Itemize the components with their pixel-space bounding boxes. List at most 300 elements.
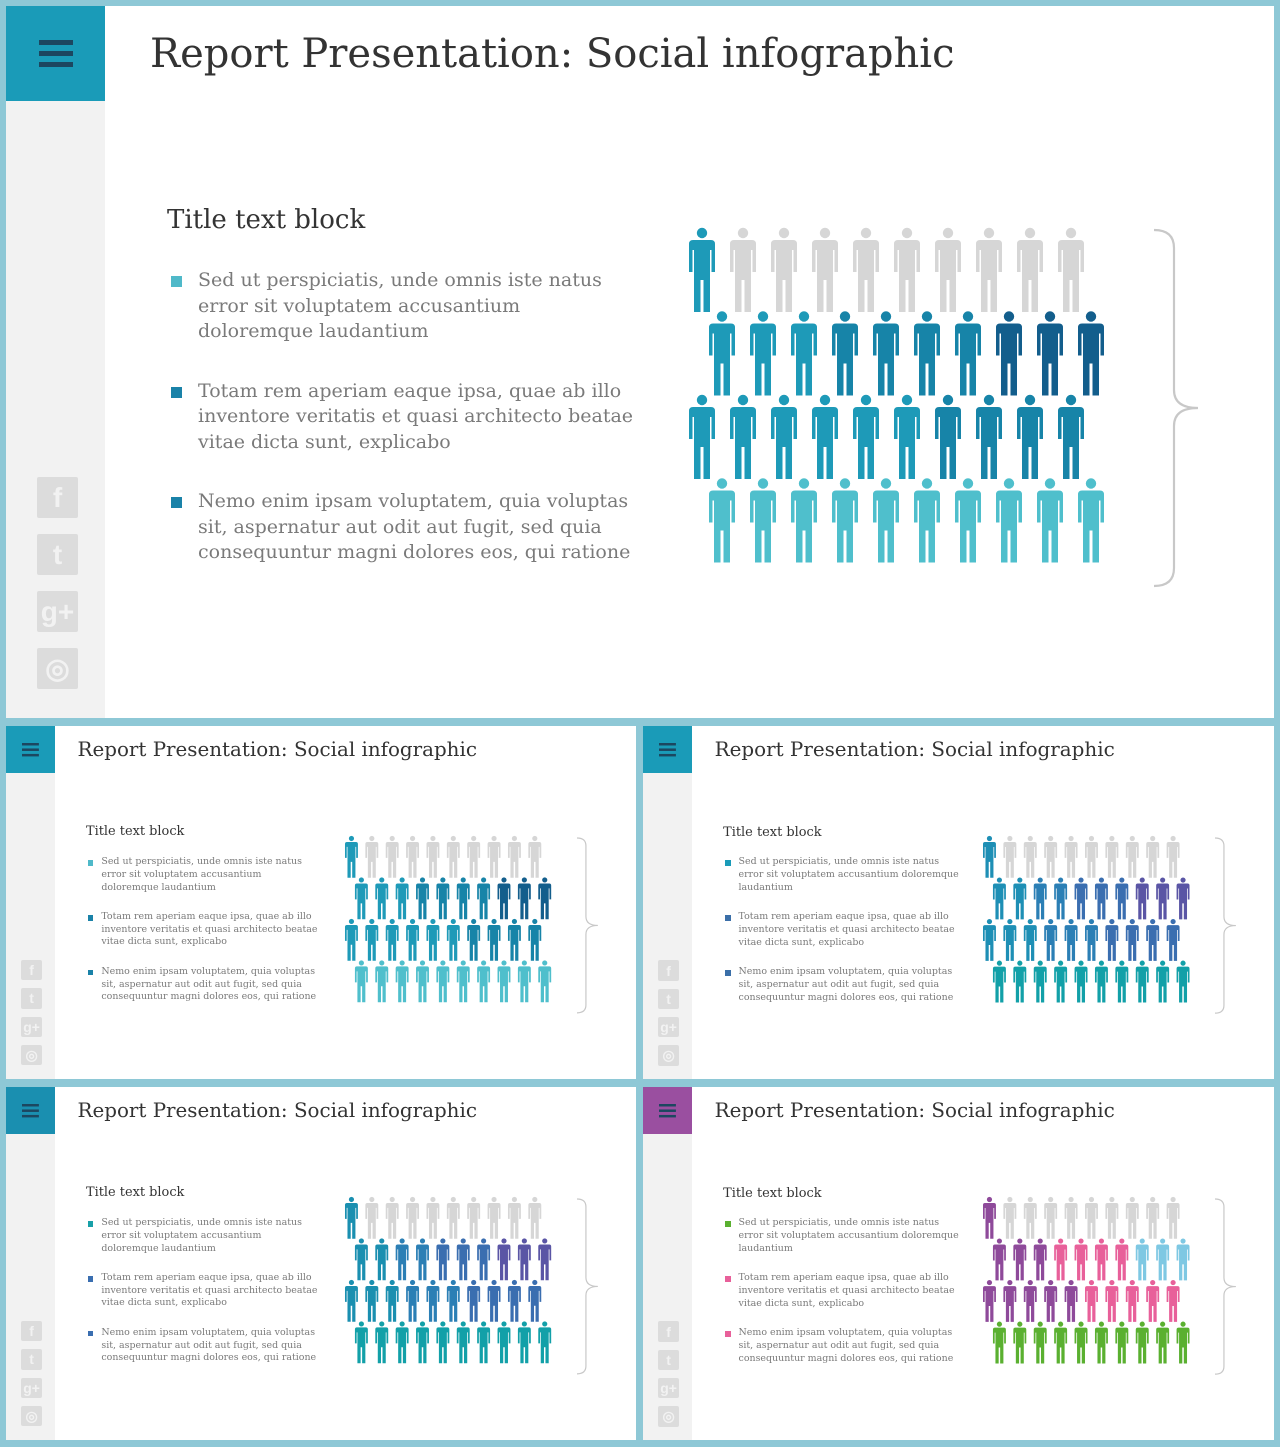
person-figure [1074, 1239, 1087, 1281]
person-figure [345, 1197, 358, 1239]
person-figure [468, 1280, 481, 1322]
person-figure [376, 878, 389, 920]
person-figure [1044, 1197, 1057, 1239]
bullet-item [725, 966, 959, 1004]
people-infographic [344, 836, 558, 1015]
person-figure [935, 228, 961, 312]
curly-brace [1213, 836, 1238, 1015]
person-figure [386, 1280, 399, 1322]
person-figure [1146, 836, 1159, 878]
person-figure [771, 228, 797, 312]
social-icons [658, 960, 678, 1065]
social-icons [21, 1321, 41, 1426]
person-figure [437, 878, 450, 920]
person-figure [396, 1322, 409, 1364]
person-figure [477, 1322, 490, 1364]
person-figure [1013, 1322, 1026, 1364]
person-figure [1013, 1239, 1026, 1281]
instagram-icon[interactable]: ◎ [21, 1406, 41, 1426]
person-figure [447, 1280, 460, 1322]
person-figure [386, 919, 399, 961]
person-figure [1034, 878, 1047, 920]
person-figure [447, 1197, 460, 1239]
person-figure [853, 228, 879, 312]
bullet-square-icon [171, 497, 182, 508]
person-figure [437, 1239, 450, 1281]
google-plus-icon[interactable]: g+ [658, 1017, 678, 1037]
bullet-square-icon [725, 860, 730, 865]
person-figure [508, 1197, 521, 1239]
person-figure [518, 1322, 531, 1364]
person-figure [1146, 919, 1159, 961]
bullet-text: Totam rem aperiam eaque ipsa, quae ab illo inventore veritatis et quasi architecto beatae vitae dicta sunt, explicabo [101, 911, 318, 948]
person-figure [1024, 836, 1037, 878]
person-figure [457, 1322, 470, 1364]
person-figure [1176, 1322, 1189, 1364]
person-figure [976, 228, 1002, 312]
bullet-item [725, 911, 959, 949]
bullet-item [725, 1217, 959, 1255]
google-plus-icon[interactable]: g+ [37, 591, 78, 632]
person-figure [508, 919, 521, 961]
bullet-item [171, 379, 641, 456]
person-figure [1064, 1197, 1077, 1239]
person-figure [1085, 1197, 1098, 1239]
person-figure [457, 878, 470, 920]
person-figure [1085, 1280, 1098, 1322]
person-figure [993, 1239, 1006, 1281]
person-figure [1115, 1322, 1128, 1364]
person-figure [1017, 395, 1043, 479]
person-figure [873, 311, 899, 395]
person-figure [386, 1197, 399, 1239]
person-figure [983, 1197, 996, 1239]
person-figure [1034, 961, 1047, 1003]
people-infographic [344, 1197, 558, 1376]
bullet-text: Nemo enim ipsam voluptatem, quia voluptas sit, aspernatur aut odit aut fugit, sed quia consequuntur magni dolores eos, qui ratione [738, 966, 954, 1003]
bullet-square-icon [171, 387, 182, 398]
person-figure [539, 961, 552, 1003]
facebook-icon[interactable]: f [658, 960, 678, 980]
person-figure [416, 1239, 429, 1281]
bullet-item [171, 268, 641, 345]
hamburger-menu-icon [22, 743, 39, 757]
person-figure [406, 1280, 419, 1322]
bullet-list [88, 856, 322, 1021]
person-figure [1115, 961, 1128, 1003]
person-figure [498, 1322, 511, 1364]
curly-brace [575, 836, 600, 1015]
person-figure [983, 1280, 996, 1322]
person-figure [427, 919, 440, 961]
bullet-list [171, 268, 641, 600]
person-figure [1085, 836, 1098, 878]
bullet-item [725, 856, 959, 894]
people-infographic [982, 836, 1196, 1015]
person-figure [993, 1322, 1006, 1364]
person-figure [1003, 1197, 1016, 1239]
person-figure [1176, 1239, 1189, 1281]
facebook-icon[interactable]: f [21, 960, 41, 980]
person-figure [1003, 1280, 1016, 1322]
bullet-square-icon [725, 970, 730, 975]
bullet-text: Nemo enim ipsam voluptatem, quia voluptas sit, aspernatur aut odit aut fugit, sed quia consequuntur magni dolores eos, qui ratione [198, 490, 631, 563]
person-figure [1003, 836, 1016, 878]
bullet-item [88, 911, 322, 949]
person-figure [983, 919, 996, 961]
person-figure [1166, 1280, 1179, 1322]
person-figure [477, 1239, 490, 1281]
person-figure [1136, 961, 1149, 1003]
person-figure [832, 478, 858, 562]
bullet-square-icon [725, 915, 730, 920]
person-figure [812, 395, 838, 479]
menu-button[interactable] [6, 726, 55, 773]
hamburger-menu-icon [659, 1104, 676, 1118]
person-figure [345, 836, 358, 878]
bullet-list [88, 1217, 322, 1382]
person-figure [508, 836, 521, 878]
instagram-icon[interactable]: ◎ [37, 648, 78, 689]
bullet-text: Totam rem aperiam eaque ipsa, quae ab illo inventore veritatis et quasi architecto beatae vitae dicta sunt, explicabo [101, 1272, 318, 1309]
hamburger-menu-icon [659, 743, 676, 757]
person-figure [539, 878, 552, 920]
person-figure [1044, 836, 1057, 878]
twitter-icon[interactable]: t [658, 1350, 678, 1370]
person-figure [529, 919, 542, 961]
person-figure [427, 1280, 440, 1322]
person-figure [791, 478, 817, 562]
person-figure [1105, 836, 1118, 878]
curly-brace [1152, 228, 1202, 588]
person-figure [427, 1197, 440, 1239]
bullet-square-icon [88, 1276, 93, 1281]
person-figure [366, 919, 379, 961]
person-figure [1126, 1197, 1139, 1239]
instagram-icon[interactable]: ◎ [658, 1045, 678, 1065]
person-figure [1054, 1322, 1067, 1364]
person-figure [771, 395, 797, 479]
person-figure [1166, 919, 1179, 961]
bullet-text: Totam rem aperiam eaque ipsa, quae ab illo inventore veritatis et quasi architecto beatae vitae dicta sunt, explicabo [738, 1272, 955, 1309]
person-figure [1085, 919, 1098, 961]
person-figure [1054, 878, 1067, 920]
person-figure [376, 961, 389, 1003]
person-figure [1146, 1197, 1159, 1239]
person-figure [386, 836, 399, 878]
person-figure [396, 961, 409, 1003]
person-figure [1136, 1239, 1149, 1281]
person-figure [447, 919, 460, 961]
person-figure [355, 878, 368, 920]
person-figure [914, 311, 940, 395]
person-figure [488, 1197, 501, 1239]
person-figure [468, 1197, 481, 1239]
person-figure [1074, 961, 1087, 1003]
menu-button[interactable] [643, 1087, 692, 1134]
google-plus-icon[interactable]: g+ [658, 1378, 678, 1398]
bullet-list [725, 856, 959, 1021]
slide-title: Report Presentation: Social infographic [714, 1098, 1115, 1122]
person-figure [894, 228, 920, 312]
person-figure [1115, 878, 1128, 920]
person-figure [437, 961, 450, 1003]
person-figure [1126, 919, 1139, 961]
facebook-icon[interactable]: f [658, 1321, 678, 1341]
person-figure [477, 878, 490, 920]
person-figure [1037, 478, 1063, 562]
bullet-item [171, 489, 641, 566]
slide-title: Report Presentation: Social infographic [714, 737, 1115, 761]
person-figure [488, 1280, 501, 1322]
person-figure [355, 961, 368, 1003]
person-figure [730, 395, 756, 479]
social-icons [658, 1321, 678, 1426]
slide-thumbnail-3[interactable] [6, 1087, 636, 1440]
bullet-text: Sed ut perspiciatis, unde omnis iste natus error sit voluptatem accusantium doloremque laudantium [738, 1217, 959, 1254]
person-figure [498, 961, 511, 1003]
google-plus-icon[interactable]: g+ [21, 1017, 41, 1037]
person-figure [1003, 919, 1016, 961]
bullet-square-icon [88, 1331, 93, 1336]
block-title: Title text block [85, 824, 185, 840]
person-figure [406, 1197, 419, 1239]
bullet-square-icon [725, 1276, 730, 1281]
hamburger-menu-icon [39, 40, 73, 68]
slide-thumbnail-4[interactable] [643, 1087, 1274, 1440]
person-figure [416, 1322, 429, 1364]
person-figure [345, 1280, 358, 1322]
slide-title: Report Presentation: Social infographic [150, 31, 955, 77]
bullet-item [88, 966, 322, 1004]
bullet-list [725, 1217, 959, 1382]
twitter-icon[interactable]: t [21, 988, 41, 1008]
block-title: Title text block [85, 1185, 185, 1201]
bullet-square-icon [88, 915, 93, 920]
bullet-item [88, 1272, 322, 1310]
person-figure [750, 478, 776, 562]
person-figure [1017, 228, 1043, 312]
person-figure [1013, 878, 1026, 920]
person-figure [1105, 1280, 1118, 1322]
person-figure [1146, 1280, 1159, 1322]
person-figure [396, 878, 409, 920]
bullet-text: Nemo enim ipsam voluptatem, quia voluptas sit, aspernatur aut odit aut fugit, sed quia consequuntur magni dolores eos, qui ratione [738, 1327, 954, 1364]
person-figure [914, 478, 940, 562]
bullet-square-icon [88, 970, 93, 975]
person-figure [1054, 1239, 1067, 1281]
bullet-square-icon [725, 1221, 730, 1226]
bullet-square-icon [171, 276, 182, 287]
person-figure [1037, 311, 1063, 395]
person-figure [1156, 961, 1169, 1003]
person-figure [1095, 1239, 1108, 1281]
person-figure [935, 395, 961, 479]
hamburger-menu-icon [22, 1104, 39, 1118]
social-icons [21, 960, 41, 1065]
person-figure [1064, 836, 1077, 878]
google-plus-icon[interactable]: g+ [21, 1378, 41, 1398]
person-figure [709, 478, 735, 562]
person-figure [791, 311, 817, 395]
instagram-icon[interactable]: ◎ [21, 1045, 41, 1065]
person-figure [427, 836, 440, 878]
slide-thumbnail-1[interactable] [6, 726, 636, 1079]
person-figure [366, 836, 379, 878]
person-figure [689, 395, 715, 479]
person-figure [1054, 961, 1067, 1003]
person-figure [1166, 1197, 1179, 1239]
slide-title: Report Presentation: Social infographic [77, 737, 477, 761]
person-figure [1058, 395, 1084, 479]
person-figure [1044, 919, 1057, 961]
person-figure [993, 961, 1006, 1003]
person-figure [416, 878, 429, 920]
social-icons [37, 477, 78, 689]
person-figure [406, 919, 419, 961]
person-figure [529, 1197, 542, 1239]
person-figure [1156, 878, 1169, 920]
person-figure [709, 311, 735, 395]
person-figure [477, 961, 490, 1003]
person-figure [355, 1322, 368, 1364]
person-figure [996, 311, 1022, 395]
person-figure [1136, 878, 1149, 920]
person-figure [416, 961, 429, 1003]
bullet-square-icon [725, 1331, 730, 1336]
person-figure [1156, 1322, 1169, 1364]
person-figure [1078, 478, 1104, 562]
person-figure [447, 836, 460, 878]
bullet-text: Totam rem aperiam eaque ipsa, quae ab illo inventore veritatis et quasi architecto beatae vitae dicta sunt, explicabo [738, 911, 955, 948]
person-figure [518, 878, 531, 920]
bullet-text: Sed ut perspiciatis, unde omnis iste natus error sit voluptatem accusantium doloremque laudantium [738, 856, 959, 893]
person-figure [518, 1239, 531, 1281]
person-figure [529, 836, 542, 878]
person-figure [498, 878, 511, 920]
person-figure [1095, 961, 1108, 1003]
person-figure [1095, 878, 1108, 920]
person-figure [498, 1239, 511, 1281]
person-figure [488, 919, 501, 961]
person-figure [976, 395, 1002, 479]
block-title: Title text block [167, 205, 366, 235]
bullet-text: Totam rem aperiam eaque ipsa, quae ab illo inventore veritatis et quasi architecto beatae vitae dicta sunt, explicabo [198, 379, 634, 453]
person-figure [366, 1280, 379, 1322]
person-figure [468, 836, 481, 878]
person-figure [468, 919, 481, 961]
people-infographic [982, 1197, 1196, 1376]
person-figure [345, 919, 358, 961]
person-figure [1064, 919, 1077, 961]
bullet-text: Sed ut perspiciatis, unde omnis iste natus error sit voluptatem accusantium doloremque laudantium [101, 856, 302, 893]
bullet-square-icon [88, 860, 93, 865]
person-figure [396, 1239, 409, 1281]
person-figure [539, 1322, 552, 1364]
twitter-icon[interactable]: t [658, 989, 678, 1009]
person-figure [1126, 836, 1139, 878]
person-figure [1176, 961, 1189, 1003]
bullet-text: Nemo enim ipsam voluptatem, quia voluptas sit, aspernatur aut odit aut fugit, sed quia consequuntur magni dolores eos, qui ratione [101, 1326, 317, 1364]
person-figure [1024, 919, 1037, 961]
person-figure [853, 395, 879, 479]
person-figure [955, 478, 981, 562]
instagram-icon[interactable]: ◎ [658, 1406, 678, 1426]
curly-brace [1213, 1197, 1238, 1376]
person-figure [508, 1280, 521, 1322]
person-figure [1156, 1239, 1169, 1281]
person-figure [983, 836, 996, 878]
person-figure [457, 961, 470, 1003]
facebook-icon[interactable]: f [37, 477, 78, 518]
person-figure [1013, 961, 1026, 1003]
person-figure [1166, 836, 1179, 878]
person-figure [437, 1322, 450, 1364]
twitter-icon[interactable]: t [21, 1349, 41, 1369]
person-figure [1024, 1197, 1037, 1239]
people-infographic [687, 228, 1117, 588]
person-figure [488, 836, 501, 878]
bullet-text: Sed ut perspiciatis, unde omnis iste natus error sit voluptatem accusantium doloremque laudantium [198, 269, 602, 342]
person-figure [750, 311, 776, 395]
person-figure [812, 228, 838, 312]
person-figure [355, 1239, 368, 1281]
facebook-icon[interactable]: f [21, 1321, 41, 1341]
person-figure [1095, 1322, 1108, 1364]
person-figure [518, 961, 531, 1003]
person-figure [689, 228, 715, 312]
twitter-icon[interactable]: t [37, 534, 78, 575]
person-figure [996, 478, 1022, 562]
bullet-item [88, 1217, 322, 1255]
main-slide[interactable] [6, 6, 1274, 718]
person-figure [730, 228, 756, 312]
person-figure [1034, 1322, 1047, 1364]
slide-title: Report Presentation: Social infographic [77, 1098, 477, 1122]
person-figure [366, 1197, 379, 1239]
menu-button[interactable] [6, 6, 105, 101]
person-figure [529, 1280, 542, 1322]
person-figure [1034, 1239, 1047, 1281]
person-figure [1105, 919, 1118, 961]
person-figure [832, 311, 858, 395]
person-figure [894, 395, 920, 479]
person-figure [1074, 1322, 1087, 1364]
block-title: Title text block [723, 1185, 822, 1201]
person-figure [955, 311, 981, 395]
person-figure [1064, 1280, 1077, 1322]
bullet-item [88, 856, 322, 894]
person-figure [1176, 878, 1189, 920]
slide-thumbnail-2[interactable] [643, 726, 1274, 1079]
person-figure [1058, 228, 1084, 312]
bullet-text: Sed ut perspiciatis, unde omnis iste natus error sit voluptatem accusantium doloremque laudantium [101, 1217, 302, 1254]
person-figure [406, 836, 419, 878]
person-figure [1024, 1280, 1037, 1322]
menu-button[interactable] [6, 1087, 55, 1134]
person-figure [376, 1322, 389, 1364]
person-figure [1136, 1322, 1149, 1364]
bullet-square-icon [88, 1221, 93, 1226]
person-figure [1115, 1239, 1128, 1281]
person-figure [993, 878, 1006, 920]
block-title: Title text block [723, 824, 822, 840]
person-figure [873, 478, 899, 562]
person-figure [1078, 311, 1104, 395]
bullet-item [88, 1327, 322, 1365]
person-figure [1044, 1280, 1057, 1322]
menu-button[interactable] [643, 726, 692, 773]
